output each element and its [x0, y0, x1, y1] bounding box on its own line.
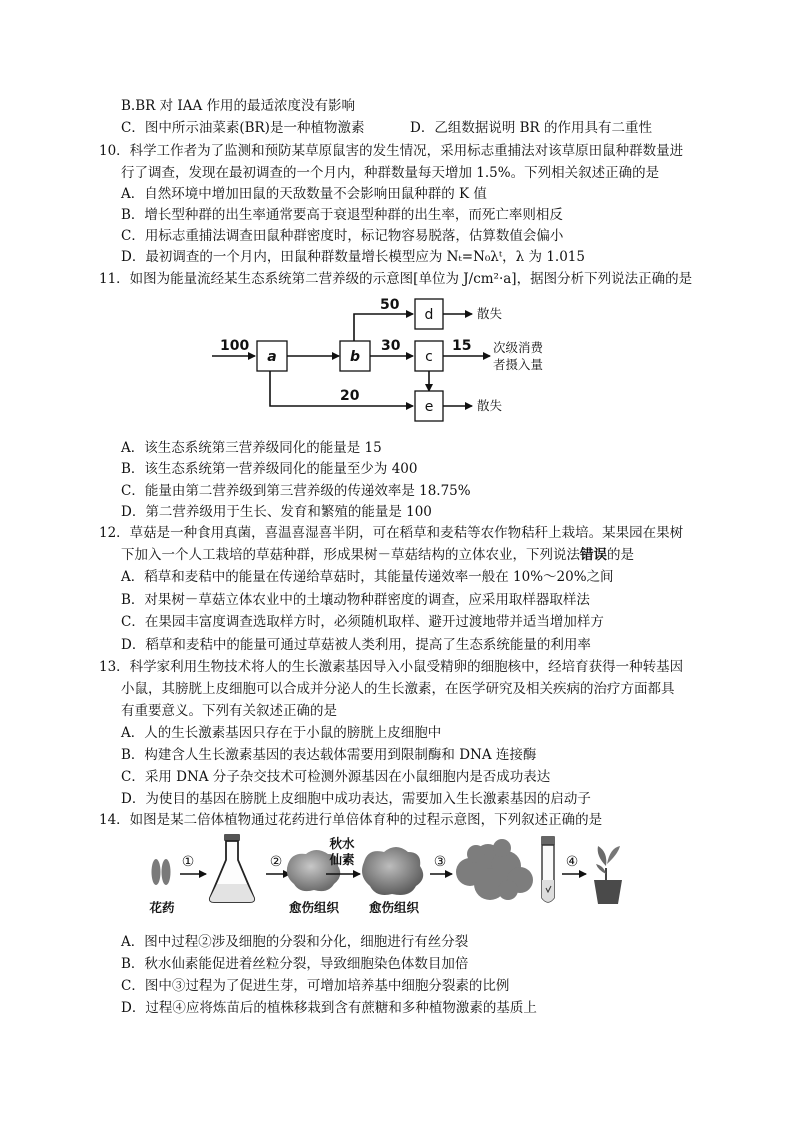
q12-stem-line2: [121, 545, 634, 565]
q13-option-b: B．构建含人生长激素基因的表达载体需要用到限制酶和 DNA 连接酶: [121, 747, 537, 763]
q10-option-a: A．自然环境中增加田鼠的天敌数量不会影响田鼠种群的 K 值: [121, 186, 487, 202]
out-d-label: 散失: [477, 306, 503, 321]
step-3-label: ③: [433, 854, 447, 870]
step-1-label: ①: [181, 854, 195, 870]
q12-stem-line2-c: 的是: [607, 547, 634, 563]
q14-option-c: C．图中③过程为了促进生芽，可增加培养基中细胞分裂素的比例: [121, 978, 510, 994]
q13-option-c: C．采用 DNA 分子杂交技术可检测外源基因在小鼠细胞内是否成功表达: [121, 769, 551, 785]
test-tube-icon: [541, 836, 555, 902]
q14-stem-line1: 14．如图是某二倍体植物通过花药进行单倍体育种的过程示意图，下列叙述正确的是: [99, 812, 603, 828]
out-c-label-1: 次级消费: [493, 340, 544, 355]
colchicine-label-2: 仙素: [329, 852, 355, 867]
haploid-breeding-diagram: [140, 832, 640, 922]
q14-option-d: D．过程④应将炼苗后的植株移栽到含有蔗糖和多种植物激素的基质上: [121, 1000, 537, 1016]
q14-option-b: B．秋水仙素能促进着丝粒分裂，导致细胞染色体数目加倍: [121, 956, 469, 972]
q9-option-c: C．图中所示油菜素(BR)是一种植物激素: [121, 120, 365, 136]
value-20: 20: [340, 388, 360, 404]
q13-stem-line3: 有重要意义。下列有关叙述正确的是: [121, 703, 337, 719]
label-d: d: [424, 307, 434, 323]
q12-option-d: D．稻草和麦秸中的能量可通过草菇被人类利用，提高了生态系统能量的利用率: [121, 637, 591, 653]
out-c-label-2: 者摄入量: [493, 357, 544, 372]
q13-option-d: D．为使目的基因在膀胱上皮细胞中成功表达，需要加入生长激素基因的启动子: [121, 791, 591, 807]
q12-option-c: C．在果园丰富度调查选取样方时，必须随机取样、避开过渡地带并适当增加样方: [121, 614, 604, 630]
q12-option-a: A．稻草和麦秸中的能量在传递给草菇时，其能量传递效率一般在 10%～20%之间: [121, 569, 614, 585]
q12-stem-line1: 12．草菇是一种食用真菌，喜温喜湿喜半阴，可在稻草和麦秸等农作物秸秆上栽培。某果园在果树: [99, 525, 684, 541]
out-e-label: 散失: [477, 398, 503, 413]
q9-option-b: B.BR 对 IAA 作用的最适浓度没有影响: [121, 98, 356, 114]
value-15: 15: [452, 338, 472, 354]
q13-option-a: A．人的生长激素基因只存在于小鼠的膀胱上皮细胞中: [121, 725, 442, 741]
anther-icon: [152, 859, 171, 885]
energy-flow-diagram: [200, 292, 560, 428]
anther-label: 花药: [149, 900, 175, 915]
q11-option-d: D．第二营养级用于生长、发育和繁殖的能量是 100: [121, 504, 432, 520]
q12-emphasis-wrong: 错误: [580, 547, 607, 563]
label-b: b: [349, 349, 361, 365]
step-4-label: ④: [565, 854, 579, 870]
q11-option-a: A．该生态系统第三营养级同化的能量是 15: [121, 440, 382, 456]
q12-option-b: B．对果树－草菇立体农业中的土壤动物种群密度的调查，应采用取样器取样法: [121, 592, 590, 608]
q10-stem-line1: 10．科学工作者为了监测和预防某草原鼠害的发生情况，采用标志重捕法对该草原田鼠种群数量进: [99, 143, 684, 159]
q14-option-a: A．图中过程②涉及细胞的分裂和分化，细胞进行有丝分裂: [121, 934, 469, 950]
q10-option-c: C．用标志重捕法调查田鼠种群密度时，标记物容易脱落，估算数值会偏小: [121, 228, 564, 244]
value-30: 30: [381, 338, 401, 354]
q11-option-c: C．能量由第二营养级到第三营养级的传递效率是 18.75%: [121, 483, 471, 499]
q11-option-b: B．该生态系统第一营养级同化的能量至少为 400: [121, 461, 418, 477]
label-e: e: [424, 399, 434, 415]
q13-stem-line1: 13．科学家利用生物技术将人的生长激素基因导入小鼠受精卵的细胞核中，经培育获得一种转基因: [99, 659, 684, 675]
q10-option-d: D．最初调查的一个月内，田鼠种群数量增长模型应为 Nₜ=N₀λᵗ，λ 为 1.015: [121, 249, 585, 265]
q11-stem-line1: 11．如图为能量流经某生态系统第二营养级的示意图[单位为 J/cm²·a]，据图分析下列说法正确的是: [99, 271, 693, 287]
callus-icon-2: [362, 847, 423, 895]
culture-flask-icon: [210, 834, 254, 902]
q10-option-b: B．增长型种群的出生率通常要高于衰退型种群的出生率，而死亡率则相反: [121, 207, 563, 223]
q9-option-d: D．乙组数据说明 BR 的作用具有二重性: [410, 120, 652, 136]
value-100: 100: [220, 338, 250, 354]
q12-stem-line2-a: 下加入一个人工栽培的草菇种群，形成果树－草菇结构的立体农业，下列说法: [121, 547, 580, 563]
q13-stem-line2: 小鼠，其膀胱上皮细胞可以合成并分泌人的生长激素，在医学研究及相关疾病的治疗方面都具: [121, 681, 675, 697]
q10-stem-line2: 行了调查，发现在最初调查的一个月内，种群数量每天增加 1.5%。下列相关叙述正确的是: [121, 165, 660, 181]
bud-clump-icon: [456, 839, 533, 900]
potted-plant-icon: [594, 846, 622, 904]
step-2-label: ②: [269, 854, 283, 870]
label-c: c: [425, 349, 433, 365]
callus-label-1: 愈伤组织: [288, 900, 340, 915]
callus-label-2: 愈伤组织: [368, 900, 420, 915]
value-50: 50: [380, 297, 400, 313]
label-a: a: [267, 349, 277, 365]
colchicine-label-1: 秋水: [329, 836, 355, 851]
